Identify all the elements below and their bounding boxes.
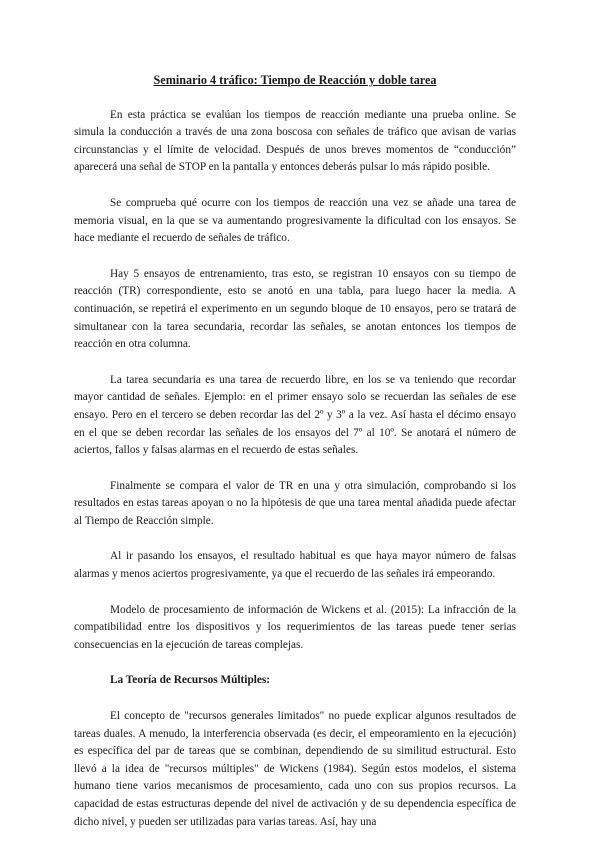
section-heading: La Teoría de Recursos Múltiples: <box>110 674 271 687</box>
document-body <box>74 72 516 849</box>
paragraph-results: Al ir pasando los ensayos, el resultado habitual es que haya mayor número de falsas alarmas y menos aciertos progresivamente, ya que el recuerdo de las señales irá empeorando. <box>74 550 516 581</box>
paragraph-wickens-model: Modelo de procesamiento de información de Wickens et al. (2015): La infracción de la compatibilidad entre los dispositivos y los requerimientos de las tareas puede tener serias consecuencias en la ejecución de tareas complejas. <box>74 603 516 651</box>
document-title: Seminario 4 tráfico: Tiempo de Reacción y doble tarea <box>153 73 437 87</box>
paragraph-secondary-task: La tarea secundaria es una tarea de recuerdo libre, en los se va teniendo que recordar mayor cantidad de señales. Ejemplo: en el primer ensayo solo se recuerdan las señales de ese ensayo. Pero en el tercero se deben recordar las del 2º y 3º a la vez. Así hasta el décimo ensayo en el que se deben recordar las señales de los ensayos del 7º al 10º. Se anotará el número de aciertos, fallos y falsas alarmas en el recuerdo de estas señales. <box>74 373 516 457</box>
paragraph-memory-task: Se comprueba qué ocurre con los tiempos de reacción una vez se añade una tarea de memoria visual, en la que se va aumentando progresivamente la dificultad con los ensayos. Se hace mediante el recuerdo de señales de tráfico. <box>74 196 516 245</box>
paragraph-multiple-resources: El concepto de "recursos generales limitados" no puede explicar algunos resultados de tareas duales. A menudo, la interferencia observada (es decir, el empeoramiento en la ejecución) es específica del par de tareas que se combinan, dependiendo de su similitud estructural. Esto llevó a la idea de "recursos múltiples" de Wickens (1984). Según estos modelos, el sistema humano tiene varios mecanismos de procesamiento, cada uno con sus propios recursos. La capacidad de estas estructuras depende del nivel de activación y de su dependencia específica de dicho nivel, y pueden ser utilizadas para varias tareas. Así, hay una <box>74 710 516 828</box>
paragraph-trials: Hay 5 ensayos de entrenamiento, tras esto, se registran 10 ensayos con su tiempo de reacción (TR) correspondiente, esto se anotó en una tabla, para luego hacer la media. A continuación, se repetirá el experimento en un segundo bloque de 10 ensayos, pero se tratará de simultanear con la tarea secundaria, recordar las señales, se anotan entonces los tiempos de reacción en otra columna. <box>74 267 516 351</box>
paragraph-comparison: Finalmente se compara el valor de TR en una y otra simulación, comprobando si los resultados en estas tareas apoyan o no la hipótesis de que una tarea mental añadida puede afectar al Tiempo de Reacción simple. <box>74 479 516 527</box>
paragraph-intro: En esta práctica se evalúan los tiempos de reacción mediante una prueba online. Se simula la conducción a través de una zona boscosa con señales de tráfico que avisan de varias circunstancias y el límite de velocidad. Después de unos breves momentos de “conducción” aparecerá una señal de STOP en la pantalla y entonces deberás pulsar lo más rápido posible. <box>74 108 516 174</box>
